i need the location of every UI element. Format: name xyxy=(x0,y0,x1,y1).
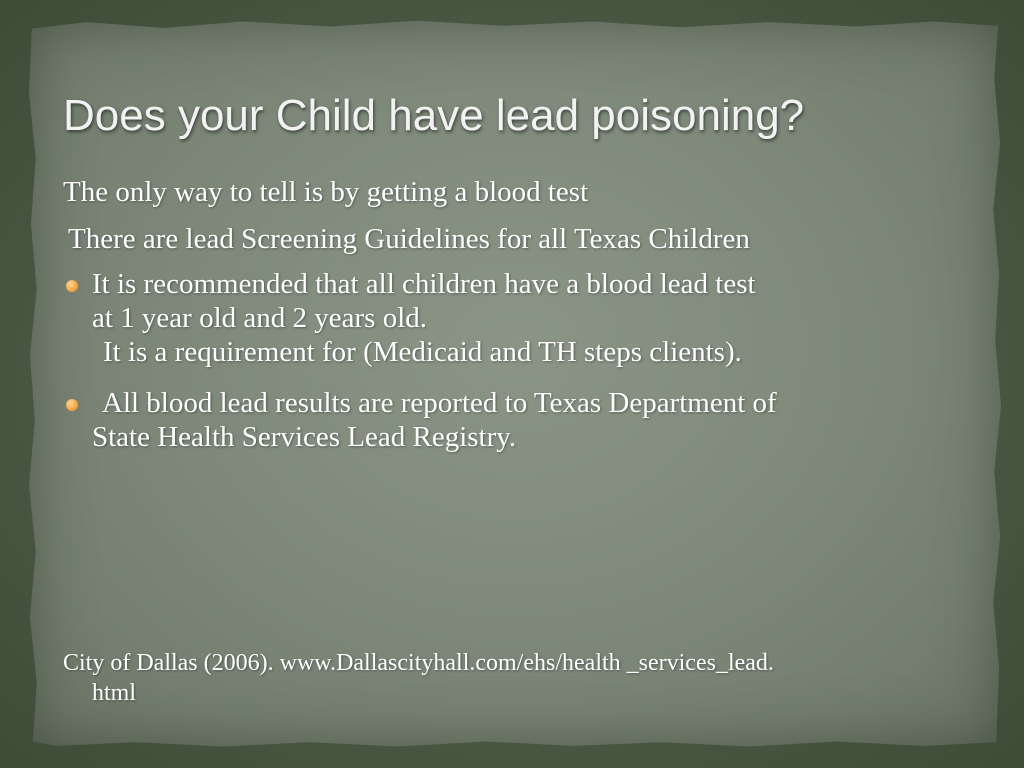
bullet-line: It is recommended that all children have a blood lead test xyxy=(92,268,756,300)
bullet-dot-icon xyxy=(66,280,78,292)
bullet-content xyxy=(92,386,972,454)
citation-line: City of Dallas (2006). www.Dallascityhall.com/ehs/health _services_lead. xyxy=(63,650,774,676)
bullet-line: at 1 year old and 2 years old. xyxy=(92,302,428,334)
bullet-line: State Health Services Lead Registry. xyxy=(92,421,517,453)
bullet-line: It is a requirement for (Medicaid and TH steps clients). xyxy=(103,336,742,368)
bullet-line: All blood lead results are reported to Texas Department of xyxy=(102,387,777,419)
bullet-content xyxy=(92,267,972,369)
slide-title: Does your Child have lead poisoning? xyxy=(63,91,805,140)
citation xyxy=(63,648,973,708)
citation-line: html xyxy=(92,680,137,706)
intro-line: The only way to tell is by getting a blood test xyxy=(63,176,589,208)
guidelines-line: There are lead Screening Guidelines for all Texas Children xyxy=(68,223,750,255)
bullet-dot-icon xyxy=(66,399,78,411)
